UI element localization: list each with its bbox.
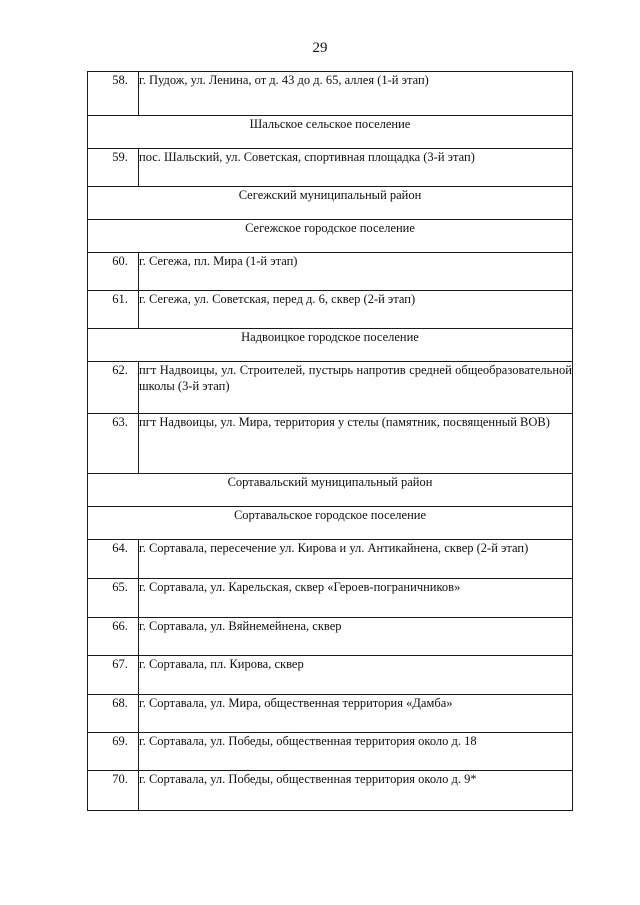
- row-description: г. Сегежа, пл. Мира (1-й этап): [139, 253, 573, 291]
- row-description: пос. Шальский, ул. Советская, спортивная площадка (3-й этап): [139, 149, 573, 187]
- row-number-label: 66.: [112, 619, 128, 633]
- table-row: [88, 656, 573, 695]
- table-row: [88, 540, 573, 579]
- row-description: пгт Надвоицы, ул. Мира, территория у стелы (памятник, посвященный ВОВ): [139, 414, 573, 474]
- table-row: [88, 771, 573, 811]
- section-header-row: [88, 474, 573, 507]
- table-row: [88, 414, 573, 474]
- section-header: Надвоицкое городское поселение: [88, 329, 573, 362]
- row-number-label: 65.: [112, 580, 128, 594]
- table-row: [88, 72, 573, 116]
- row-number-label: 64.: [112, 541, 128, 555]
- section-header: Сортавальский муниципальный район: [88, 474, 573, 507]
- row-number-label: 63.: [112, 415, 128, 429]
- row-number: [88, 414, 139, 474]
- row-number-label: 61.: [112, 292, 128, 306]
- page-number: 29: [312, 40, 328, 56]
- row-number-label: 70.: [112, 772, 128, 786]
- row-number: [88, 579, 139, 618]
- table-row: [88, 695, 573, 733]
- row-number-label: 69.: [112, 734, 128, 748]
- row-number: [88, 695, 139, 733]
- row-number: [88, 362, 139, 414]
- row-description: г. Сегежа, ул. Советская, перед д. 6, сквер (2-й этап): [139, 291, 573, 329]
- row-description: г. Сортавала, пересечение ул. Кирова и ул. Антикайнена, сквер (2-й этап): [139, 540, 573, 579]
- row-number: [88, 771, 139, 811]
- row-number-label: 67.: [112, 657, 128, 671]
- row-description: г. Сортавала, ул. Победы, общественная территория около д. 9*: [139, 771, 573, 811]
- table-row: [88, 618, 573, 656]
- row-description: г. Сортавала, ул. Победы, общественная территория около д. 18: [139, 733, 573, 771]
- row-number: [88, 540, 139, 579]
- row-description: г. Сортавала, ул. Вяйнемейнена, сквер: [139, 618, 573, 656]
- table-row: [88, 733, 573, 771]
- row-number-label: 68.: [112, 696, 128, 710]
- section-header-row: [88, 220, 573, 253]
- table-row: [88, 149, 573, 187]
- row-number: [88, 291, 139, 329]
- projects-table: [87, 71, 573, 811]
- row-number: [88, 733, 139, 771]
- row-number: [88, 149, 139, 187]
- row-description: г. Сортавала, ул. Мира, общественная территория «Дамба»: [139, 695, 573, 733]
- row-number: [88, 253, 139, 291]
- section-header: Сегежское городское поселение: [88, 220, 573, 253]
- section-header: Шальское сельское поселение: [88, 116, 573, 149]
- row-description: г. Сортавала, ул. Карельская, сквер «Героев-пограничников»: [139, 579, 573, 618]
- row-description: г. Пудож, ул. Ленина, от д. 43 до д. 65, аллея (1-й этап): [139, 72, 573, 116]
- section-header-row: [88, 329, 573, 362]
- row-description: г. Сортавала, пл. Кирова, сквер: [139, 656, 573, 695]
- section-header: Сортавальское городское поселение: [88, 507, 573, 540]
- row-number-label: 62.: [112, 363, 128, 377]
- row-number: [88, 72, 139, 116]
- row-number: [88, 656, 139, 695]
- section-header-row: [88, 187, 573, 220]
- row-number-label: 59.: [112, 150, 128, 164]
- row-number-label: 58.: [112, 73, 128, 87]
- table-row: [88, 362, 573, 414]
- section-header-row: [88, 116, 573, 149]
- section-header: Сегежский муниципальный район: [88, 187, 573, 220]
- section-header-row: [88, 507, 573, 540]
- table-row: [88, 579, 573, 618]
- table-row: [88, 253, 573, 291]
- row-number-label: 60.: [112, 254, 128, 268]
- table-row: [88, 291, 573, 329]
- row-description: пгт Надвоицы, ул. Строителей, пустырь напротив средней общеобразовательной школы (3-й этап): [139, 362, 573, 414]
- row-number: [88, 618, 139, 656]
